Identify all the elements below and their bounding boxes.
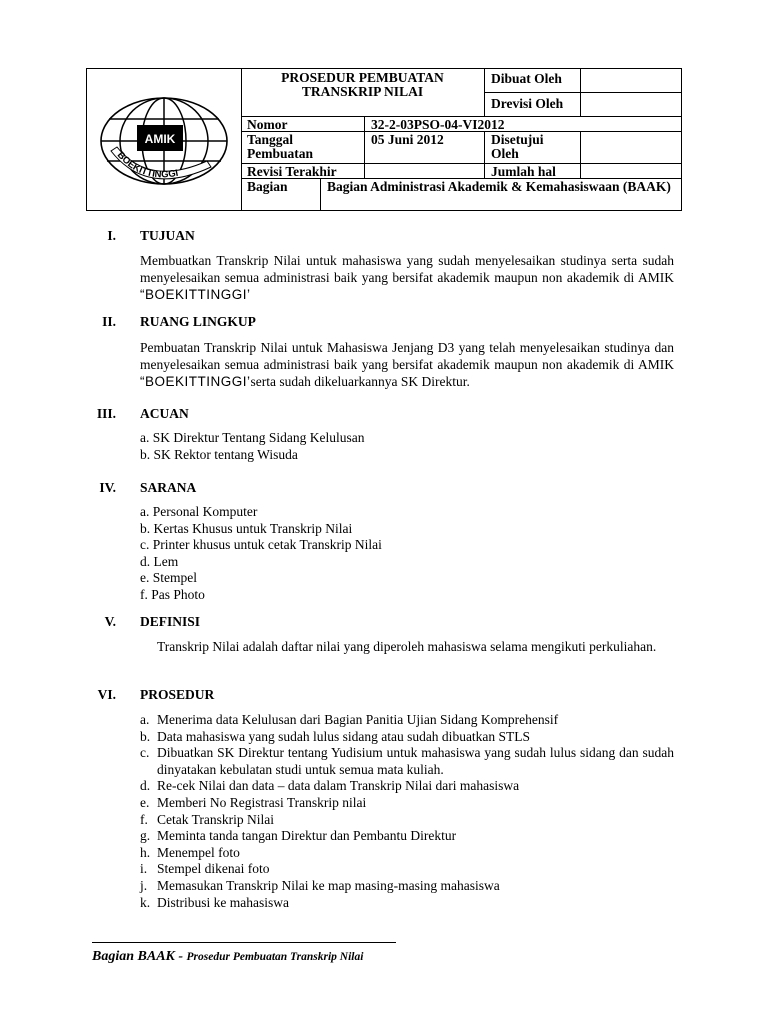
ruang-paragraph [140,339,674,390]
list-item [140,878,674,895]
definisi-paragraph: Transkrip Nilai adalah daftar nilai yang diperoleh mahasiswa selama mengikuti perkuliahan. [157,639,657,654]
footer-divider [92,942,396,943]
section-title-ruang: RUANG LINGKUP [140,314,256,329]
list-item: c. Printer khusus untuk cetak Transkrip Nilai [140,537,382,553]
list-text: Data mahasiswa yang sudah lulus sidang atau sudah dibuatkan STLS [157,728,531,744]
acuan-list [140,430,674,463]
amik-logo [87,69,241,210]
list-text: Dibuatkan SK Direktur tentang Yudisium untuk mahasiswa yang sudah lulus sidang dan sudah dinyatakan kebulatan studi untuk semua mata kuliah. [157,745,674,777]
list-text: Re-cek Nilai dan data – data dalam Transkrip Nilai dari mahasiswa [157,778,520,794]
section-number-definisi: V. [104,614,116,629]
list-letter: g. [140,828,151,844]
list-item [140,812,674,829]
list-text: Memberi No Registrasi Transkrip nilai [157,794,367,810]
dibuat-oleh-label: Dibuat Oleh [485,69,581,93]
list-letter: b. [140,728,151,744]
list-text: Meminta tanda tangan Direktur dan Pembantu Direktur [157,828,457,844]
list-item: e. Stempel [140,570,197,586]
list-text: Menerima data Kelulusan dari Bagian Panitia Ujian Sidang Komprehensif [157,712,559,727]
bagian-value: Bagian Administrasi Akademik & Kemahasiswaan (BAAK) [327,179,671,194]
list-item: b. SK Rektor tentang Wisuda [140,446,298,462]
jumlah-value [581,164,682,179]
bagian-label: Bagian [241,179,321,210]
prosedur-list [140,712,674,911]
list-text: Memasukan Transkrip Nilai ke map masing-masing mahasiswa [157,877,500,893]
section-number-acuan: III. [96,406,116,421]
tanggal-label: Tanggal Pembuatan [241,132,365,164]
jumlah-label: Jumlah hal [485,164,581,179]
revisi-value [365,164,485,179]
tujuan-text: Membuatkan Transkrip Nilai untuk mahasiswa yang sudah menyelesaikan studinya serta sudah menyelesaikan semua administrasi baik yang bersifat akademik maupun non akademik di AMIK [140,253,674,285]
list-text: Distribusi ke mahasiswa [157,894,289,910]
list-item [140,861,674,878]
list-item: a. Personal Komputer [140,504,258,519]
list-item: d. Lem [140,553,179,569]
logo-arc-text: BOEKITTINGGI [114,149,180,181]
drevisi-oleh-label: Drevisi Oleh [485,93,581,117]
footer [92,948,363,965]
footer-doc-title: Prosedur Pembuatan Transkrip Nilai [186,951,364,963]
disetujui-label: Disetujui Oleh [485,132,581,164]
list-item [140,745,674,778]
sarana-list [140,504,674,604]
section-title-acuan: ACUAN [140,406,189,421]
list-letter: a. [140,712,150,727]
list-letter: d. [140,778,151,794]
list-item [140,778,674,795]
list-item: f. Pas Photo [140,586,205,602]
list-text: Cetak Transkrip Nilai [157,811,274,827]
list-letter: k. [140,894,151,910]
section-number-prosedur: VI. [97,687,116,702]
section-number-tujuan: I. [107,228,116,243]
ruang-text-end: serta sudah dikeluarkannya SK Direktur. [250,374,470,389]
list-item [140,895,674,912]
list-letter: j. [140,877,148,893]
procedure-title: PROSEDUR PEMBUATAN TRANSKRIP NILAI [241,69,485,117]
tujuan-boekittinggi: “BOEKITTINGGI’ [140,287,251,302]
section-title-sarana: SARANA [140,480,197,495]
list-text: Menempel foto [157,844,240,860]
section-title-definisi: DEFINISI [140,614,201,629]
nomor-value: 32-2-03PSO-04-VI2012 [365,117,682,132]
list-letter: c. [140,745,150,761]
ruang-text: Pembuatan Transkrip Nilai untuk Mahasiswa Jenjang D3 yang telah menyelesaikan studinya dan menyelesaikan semua administrasi baik yang bersifat akademik maupun non akademik di AMIK [140,340,674,372]
footer-department: Bagian BAAK - [92,949,187,964]
list-item [140,795,674,812]
list-letter: h. [140,844,151,860]
tujuan-paragraph [140,252,674,303]
tanggal-value: 05 Juni 2012 [365,132,485,164]
list-letter: f. [140,811,148,827]
list-item [140,712,674,729]
ruang-boekittinggi: “BOEKITTINGGI’ [140,374,251,389]
drevisi-oleh-value [581,93,682,117]
list-text: Stempel dikenai foto [157,861,270,877]
logo-cell [87,69,242,210]
list-item: b. Kertas Khusus untuk Transkrip Nilai [140,520,353,536]
section-number-sarana: IV. [99,480,116,495]
list-item [140,729,674,746]
list-item [140,845,674,862]
section-title-tujuan: TUJUAN [140,228,195,243]
list-item [140,828,674,845]
dibuat-oleh-value [581,69,682,93]
section-title-prosedur: PROSEDUR [140,687,215,702]
disetujui-value [581,132,682,164]
list-item: a. SK Direktur Tentang Sidang Kelulusan [140,430,365,445]
revisi-label: Revisi Terakhir [241,164,365,179]
list-letter: e. [140,794,150,810]
list-letter: i. [140,861,148,877]
header-table [86,68,682,211]
logo-badge-text: AMIK [144,132,176,146]
nomor-label: Nomor [241,117,365,132]
section-number-ruang: II. [102,314,116,329]
